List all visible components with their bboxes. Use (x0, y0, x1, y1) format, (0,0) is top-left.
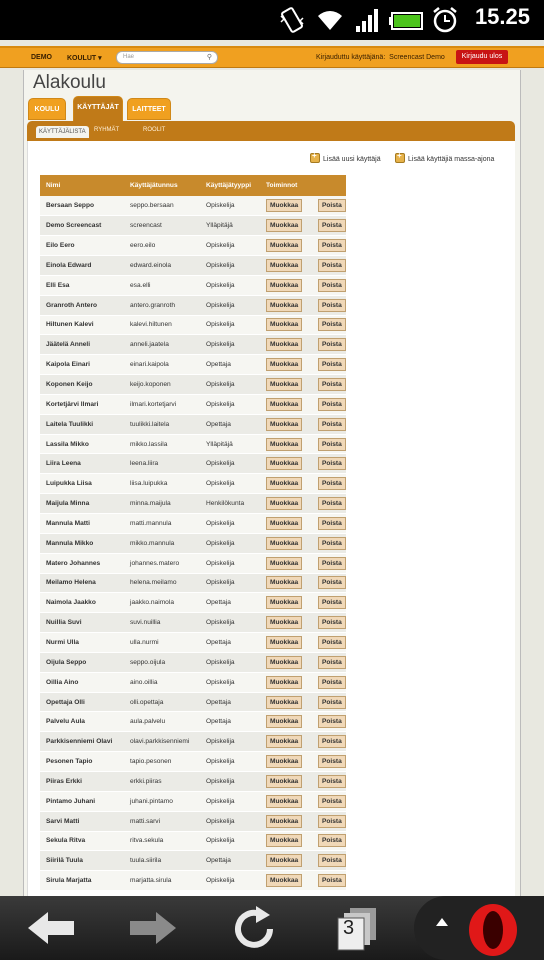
cell-username: suvi.nuillia (130, 619, 161, 627)
cell-username: aino.oillia (130, 678, 158, 686)
cell-type: Opiskelija (206, 678, 235, 686)
cell-type: Opiskelija (206, 658, 235, 666)
back-arrow-icon[interactable] (26, 908, 78, 948)
table-row (40, 732, 346, 752)
edit-button[interactable]: Muokkaa (266, 676, 302, 689)
add-user-icon (310, 153, 320, 163)
edit-button[interactable]: Muokkaa (266, 755, 302, 768)
edit-button[interactable]: Muokkaa (266, 596, 302, 609)
add-users-mass-link[interactable]: + Lisää käyttäjiä massa-ajona (395, 153, 494, 163)
cell-name: Jäätelä Anneli (46, 341, 91, 349)
edit-button[interactable]: Muokkaa (266, 318, 302, 331)
edit-button[interactable]: Muokkaa (266, 735, 302, 748)
table-row (40, 573, 346, 593)
table-row (40, 216, 346, 236)
cell-name: Meilamo Helena (46, 579, 96, 587)
table-row (40, 791, 346, 811)
cell-username: mikko.mannula (130, 539, 175, 547)
delete-button[interactable]: Poista (318, 497, 346, 510)
table-row (40, 196, 346, 216)
cell-name: Mannula Mikko (46, 539, 94, 547)
edit-button[interactable]: Muokkaa (266, 358, 302, 371)
cell-type: Opettaja (206, 599, 231, 607)
forward-arrow-icon[interactable] (126, 908, 178, 948)
user-table (40, 175, 346, 891)
cell-name: Oillia Aino (46, 678, 79, 686)
site-top-bar (0, 46, 544, 68)
cell-username: liisa.luipukka (130, 480, 168, 488)
cell-type: Opiskelija (206, 281, 235, 289)
cell-type: Opiskelija (206, 579, 235, 587)
cell-username: seppo.oijula (130, 658, 166, 666)
edit-button[interactable]: Muokkaa (266, 497, 302, 510)
cell-username: jaakko.naimola (130, 599, 174, 607)
add-users-mass-icon (395, 153, 405, 163)
logged-in-info: Kirjauduttu käyttäjänä: Screencast Demo (316, 54, 445, 61)
delete-button[interactable]: Poista (318, 735, 346, 748)
cell-name: Nuillia Suvi (46, 619, 82, 627)
table-row (40, 811, 346, 831)
table-row (40, 752, 346, 772)
cell-name: Einola Edward (46, 261, 92, 269)
delete-button[interactable]: Poista (318, 517, 346, 530)
delete-button[interactable]: Poista (318, 438, 346, 451)
cell-type: Henkilökunta (206, 500, 245, 508)
table-row (40, 315, 346, 335)
status-bar (0, 0, 544, 40)
browser-nav-bar (0, 896, 544, 960)
table-row (40, 236, 346, 256)
cell-name: Maijula Minna (46, 500, 90, 508)
page-title: Alakoulu (33, 72, 106, 93)
table-row (40, 771, 346, 791)
cell-type: Opiskelija (206, 301, 235, 309)
edit-button[interactable]: Muokkaa (266, 576, 302, 589)
cell-username: matti.mannula (130, 519, 172, 527)
edit-button[interactable]: Muokkaa (266, 636, 302, 649)
table-row (40, 295, 346, 315)
delete-button[interactable]: Poista (318, 795, 346, 808)
cell-name: Pintamo Juhani (46, 797, 96, 805)
clock: 15.25 (474, 4, 530, 29)
subtab-kayttajalista[interactable]: KÄYTTÄJÄLISTA (36, 126, 89, 138)
content-area (27, 141, 515, 896)
alarm-icon (430, 6, 460, 34)
cell-username: ulla.nurmi (130, 638, 159, 646)
cell-username: johannes.matero (130, 559, 180, 567)
tab-koulu[interactable]: KOULU (28, 98, 66, 120)
edit-button[interactable]: Muokkaa (266, 457, 302, 470)
edit-button[interactable]: Muokkaa (266, 795, 302, 808)
cell-type: Opiskelija (206, 619, 235, 627)
edit-button[interactable]: Muokkaa (266, 517, 302, 530)
cell-name: Granroth Antero (46, 301, 98, 309)
cell-username: edward.einola (130, 261, 172, 269)
delete-button[interactable]: Poista (318, 398, 346, 411)
table-row (40, 672, 346, 692)
delete-button[interactable]: Poista (318, 834, 346, 847)
cell-name: Lassila Mikko (46, 440, 89, 448)
edit-button[interactable]: Muokkaa (266, 557, 302, 570)
table-row (40, 514, 346, 534)
table-row (40, 414, 346, 434)
cell-name: Demo Screencast (46, 222, 102, 230)
cell-username: mikko.lassila (130, 440, 168, 448)
cell-username: einari.kaipola (130, 361, 169, 369)
cell-username: tuula.siirila (130, 857, 162, 865)
cell-username: ritva.sekula (130, 837, 164, 845)
delete-button[interactable]: Poista (318, 874, 346, 887)
edit-button[interactable]: Muokkaa (266, 418, 302, 431)
cell-name: Luipukka Liisa (46, 480, 92, 488)
cell-name: Mannula Matti (46, 519, 90, 527)
tab-laitteet[interactable]: LAITTEET (127, 98, 171, 120)
delete-button[interactable]: Poista (318, 279, 346, 292)
cell-type: Opiskelija (206, 460, 235, 468)
column-header-username[interactable]: Käyttäjätunnus (130, 182, 178, 189)
cell-type: Opiskelija (206, 519, 235, 527)
subtab-ryhmat[interactable]: RYHMÄT (94, 127, 120, 133)
cell-type: Opiskelija (206, 539, 235, 547)
cell-type: Opettaja (206, 638, 231, 646)
web-page (0, 40, 544, 896)
edit-button[interactable]: Muokkaa (266, 656, 302, 669)
subtab-bar (27, 121, 515, 141)
table-row (40, 692, 346, 712)
table-row (40, 256, 346, 276)
cell-type: Opiskelija (206, 877, 235, 885)
delete-button[interactable]: Poista (318, 239, 346, 252)
edit-button[interactable]: Muokkaa (266, 874, 302, 887)
cell-username: matti.sarvi (130, 817, 161, 825)
edit-button[interactable]: Muokkaa (266, 219, 302, 232)
cell-username: kalevi.hiltunen (130, 321, 172, 329)
signal-icon (354, 6, 382, 34)
delete-button[interactable]: Poista (318, 676, 346, 689)
delete-button[interactable]: Poista (318, 477, 346, 490)
delete-button[interactable]: Poista (318, 616, 346, 629)
cell-type: Opiskelija (206, 381, 235, 389)
battery-icon (388, 6, 426, 34)
table-row (40, 851, 346, 871)
delete-button[interactable]: Poista (318, 457, 346, 470)
cell-name: Kortetjärvi Ilmari (46, 400, 99, 408)
edit-button[interactable]: Muokkaa (266, 338, 302, 351)
cell-name: Parkkisenniemi Olavi (46, 738, 113, 746)
edit-button[interactable]: Muokkaa (266, 299, 302, 312)
search-input[interactable]: Hae ⚲ (116, 51, 218, 64)
cell-type: Opiskelija (206, 738, 235, 746)
table-row (40, 494, 346, 514)
edit-button[interactable]: Muokkaa (266, 834, 302, 847)
edit-button[interactable]: Muokkaa (266, 696, 302, 709)
tab-count: 3 (343, 917, 355, 939)
cell-name: Sarvi Matti (46, 817, 80, 825)
table-row (40, 613, 346, 633)
delete-button[interactable]: Poista (318, 715, 346, 728)
delete-button[interactable]: Poista (318, 576, 346, 589)
cell-username: ilmari.kortetjarvi (130, 400, 177, 408)
delete-button[interactable]: Poista (318, 696, 346, 709)
cell-type: Opettaja (206, 361, 231, 369)
table-row (40, 454, 346, 474)
cell-name: Nurmi Ulla (46, 638, 79, 646)
delete-button[interactable]: Poista (318, 596, 346, 609)
cell-name: Liira Leena (46, 460, 81, 468)
cell-username: juhani.pintamo (130, 797, 173, 805)
table-row (40, 275, 346, 295)
cell-type: Opiskelija (206, 837, 235, 845)
table-row (40, 712, 346, 732)
delete-button[interactable]: Poista (318, 299, 346, 312)
logged-in-user: Screencast Demo (389, 54, 445, 61)
cell-username: seppo.bersaan (130, 202, 174, 210)
table-row (40, 474, 346, 494)
cell-type: Opiskelija (206, 559, 235, 567)
add-user-link[interactable]: +Lisää uusi käyttäjä (310, 153, 381, 163)
delete-button[interactable]: Poista (318, 815, 346, 828)
edit-button[interactable]: Muokkaa (266, 715, 302, 728)
cell-name: Hiltunen Kalevi (46, 321, 94, 329)
table-header-row (40, 175, 346, 196)
cell-name: Sekula Ritva (46, 837, 86, 845)
cell-type: Opiskelija (206, 341, 235, 349)
cell-username: eero.eilo (130, 242, 156, 250)
table-row (40, 553, 346, 573)
cell-type: Opiskelija (206, 202, 235, 210)
cell-username: olli.opettaja (130, 698, 164, 706)
chevron-down-icon: ▾ (98, 55, 102, 62)
cell-type: Opettaja (206, 857, 231, 865)
delete-button[interactable]: Poista (318, 775, 346, 788)
cell-username: olavi.parkkisenniemi (130, 738, 190, 746)
cell-username: leena.liira (130, 460, 159, 468)
cell-name: Matero Johannes (46, 559, 101, 567)
subtab-roolit[interactable]: ROOLIT (143, 127, 166, 133)
delete-button[interactable]: Poista (318, 537, 346, 550)
delete-button[interactable]: Poista (318, 378, 346, 391)
edit-button[interactable]: Muokkaa (266, 239, 302, 252)
cell-username: screencast (130, 222, 162, 230)
edit-button[interactable]: Muokkaa (266, 199, 302, 212)
edit-button[interactable]: Muokkaa (266, 616, 302, 629)
delete-button[interactable]: Poista (318, 318, 346, 331)
table-row (40, 533, 346, 553)
cell-name: Koponen Keijo (46, 381, 93, 389)
cell-username: helena.meilamo (130, 579, 177, 587)
table-row (40, 375, 346, 395)
cell-type: Opiskelija (206, 797, 235, 805)
edit-button[interactable]: Muokkaa (266, 537, 302, 550)
delete-button[interactable]: Poista (318, 656, 346, 669)
table-row (40, 593, 346, 613)
opera-menu-button[interactable] (414, 896, 544, 960)
cell-name: Sirula Marjatta (46, 877, 92, 885)
edit-button[interactable]: Muokkaa (266, 854, 302, 867)
nav-koulut[interactable]: KOULUT ▾ (67, 55, 102, 62)
opera-logo-icon (466, 902, 520, 958)
tab-kayttajat[interactable]: KÄYTTÄJÄT (73, 96, 123, 122)
cell-type: Opiskelija (206, 480, 235, 488)
edit-button[interactable]: Muokkaa (266, 477, 302, 490)
delete-button[interactable]: Poista (318, 557, 346, 570)
cell-name: Pesonen Tapio (46, 758, 93, 766)
cell-name: Opettaja Olli (46, 698, 85, 706)
chevron-up-icon (436, 918, 448, 926)
cell-type: Ylläpitäjä (206, 222, 233, 230)
edit-button[interactable]: Muokkaa (266, 259, 302, 272)
logout-button[interactable]: Kirjaudu ulos (456, 50, 508, 64)
cell-type: Opiskelija (206, 817, 235, 825)
table-row (40, 831, 346, 851)
cell-name: Eilo Eero (46, 242, 75, 250)
cell-username: erkki.piiras (130, 777, 162, 785)
cell-name: Oijula Seppo (46, 658, 87, 666)
cell-type: Opettaja (206, 718, 231, 726)
delete-button[interactable]: Poista (318, 755, 346, 768)
edit-button[interactable]: Muokkaa (266, 815, 302, 828)
cell-name: Bersaan Seppo (46, 202, 95, 210)
cell-name: Laitela Tuulikki (46, 420, 94, 428)
cell-username: tuulikki.laitela (130, 420, 170, 428)
cell-type: Ylläpitäjä (206, 440, 233, 448)
cell-name: Naimola Jaakko (46, 599, 96, 607)
edit-button[interactable]: Muokkaa (266, 279, 302, 292)
table-row (40, 394, 346, 414)
cell-username: minna.maijula (130, 500, 171, 508)
column-header-name[interactable]: Nimi (46, 182, 61, 189)
cell-type: Opettaja (206, 698, 231, 706)
delete-button[interactable]: Poista (318, 219, 346, 232)
cell-type: Opiskelija (206, 261, 235, 269)
delete-button[interactable]: Poista (318, 854, 346, 867)
cell-name: Kaipola Einari (46, 361, 90, 369)
delete-button[interactable]: Poista (318, 259, 346, 272)
cell-name: Elli Esa (46, 281, 70, 289)
edit-button[interactable]: Muokkaa (266, 398, 302, 411)
reload-icon[interactable] (230, 906, 280, 952)
cell-name: Piiras Erkki (46, 777, 82, 785)
cell-username: anneli.jaatela (130, 341, 169, 349)
edit-button[interactable]: Muokkaa (266, 775, 302, 788)
cell-username: keijo.koponen (130, 381, 171, 389)
tabs-icon[interactable] (334, 906, 380, 952)
cell-type: Opiskelija (206, 321, 235, 329)
delete-button[interactable]: Poista (318, 418, 346, 431)
table-row (40, 633, 346, 653)
delete-button[interactable]: Poista (318, 199, 346, 212)
delete-button[interactable]: Poista (318, 358, 346, 371)
table-row (40, 355, 346, 375)
table-row (40, 871, 346, 891)
wifi-icon (314, 6, 346, 34)
main-panel (23, 70, 521, 896)
cell-name: Palvelu Aula (46, 718, 85, 726)
column-header-actions: Toiminnot (266, 182, 298, 189)
cell-username: tapio.pesonen (130, 758, 172, 766)
search-icon[interactable]: ⚲ (206, 54, 212, 61)
edit-button[interactable]: Muokkaa (266, 438, 302, 451)
cell-type: Opettaja (206, 420, 231, 428)
cell-username: marjatta.sirula (130, 877, 172, 885)
table-row (40, 652, 346, 672)
cell-type: Opiskelija (206, 758, 235, 766)
table-row (40, 335, 346, 355)
table-row (40, 434, 346, 454)
cell-username: esa.elli (130, 281, 151, 289)
delete-button[interactable]: Poista (318, 338, 346, 351)
cell-username: antero.granroth (130, 301, 176, 309)
column-header-type[interactable]: Käyttäjätyyppi (206, 182, 252, 189)
nav-demo[interactable]: DEMO (31, 54, 52, 61)
vibrate-icon (278, 6, 306, 34)
delete-button[interactable]: Poista (318, 636, 346, 649)
cell-username: aula.palvelu (130, 718, 166, 726)
cell-name: Siirilä Tuula (46, 857, 83, 865)
cell-type: Opiskelija (206, 242, 235, 250)
cell-type: Opiskelija (206, 777, 235, 785)
cell-type: Opiskelija (206, 400, 235, 408)
edit-button[interactable]: Muokkaa (266, 378, 302, 391)
